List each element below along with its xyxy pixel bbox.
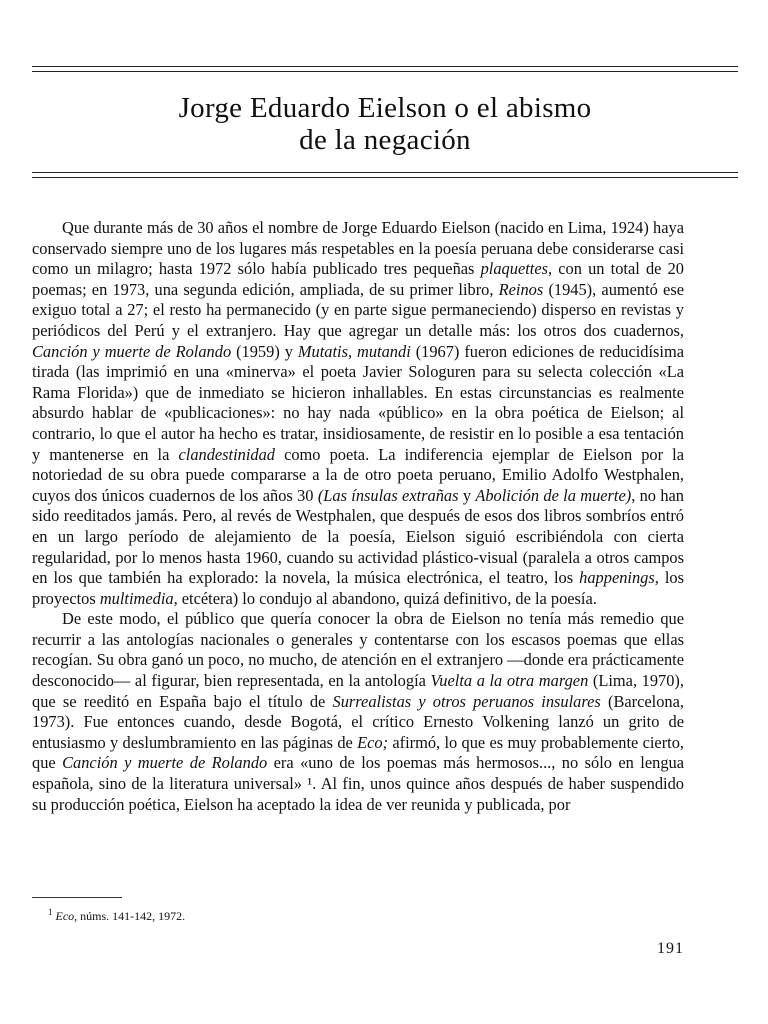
title-line-1: Jorge Eduardo Eielson o el abismo [178, 92, 592, 124]
paragraph [32, 218, 684, 609]
title-bottom-rule [32, 172, 738, 173]
paragraph-text: (1945), aumentó ese exiguo total a 27; el resto ha permanecido (y en parte sigue permaneciendo) disperso en revistas y periódicos del Perú y el extranjero. Hay que agregar un detalle más: los otros dos cuadernos, [32, 279, 684, 340]
paragraph-text: era «uno de los poemas más hermosos..., no sólo en lengua española, sino de la literatura universal» ¹. Al fin, unos quince años después de haber suspendido su producción poética, Eielson ha aceptado la idea de ver reunida y publicada, por [32, 753, 684, 814]
article-body [32, 218, 684, 815]
page-title [32, 92, 738, 156]
title-line-2: de la negación [299, 124, 471, 156]
italic-text: Canción y muerte de Rolando [62, 753, 268, 773]
italic-text: Eco; [357, 732, 389, 752]
paragraph-text: (1967) fueron ediciones de reducidísima tirada (las imprimió en una «minerva» el poeta Javier Sologuren para su selecta colección «La Rama Florida») que de inmediato se hicieron inhallables. En estas circunstancias es realmente absurdo hablar de «publicaciones»: no hay nada «público» en la obra poética de Eielson; al contrario, lo que el autor ha hecho es tratar, insidiosamente, de resistir en lo posible a esa tentación y mantenerse en la [32, 341, 684, 464]
paragraph-text: como poeta. La indiferencia ejemplar de Eielson por la notoriedad de su obra puede compararse a la de otro poeta peruano, Emilio Adolfo Westphalen, cuyos dos únicos cuadernos de los años 30 [32, 444, 684, 505]
paragraph-text: y [458, 485, 476, 505]
paragraph-text: afirmó, lo que es muy probablemente cierto, que [32, 732, 684, 773]
italic-text: Surrealistas y otros peruanos insulares [332, 691, 601, 711]
italic-text: Mutatis, mutandi [297, 341, 411, 361]
paragraph-text: (Barcelona, 1973). Fue entonces cuando, desde Bogotá, el crítico Ernesto Volkening lanzó un grito de entusiasmo y deslumbramiento en las páginas de [32, 691, 684, 752]
title-bottom-rule-inner [32, 177, 738, 178]
footnote-mark: 1 [48, 907, 53, 917]
italic-text: plaquettes, [480, 259, 553, 279]
footnote-source: Eco, [55, 909, 78, 923]
italic-text: (Las ínsulas extrañas [317, 485, 459, 505]
paragraph-text: etcétera) lo condujo al abandono, quizá definitivo, de la poesía. [177, 588, 597, 608]
italic-text: happenings, [579, 568, 659, 588]
paragraph-text: De este modo, el público que quería conocer la obra de Eielson no tenía más remedio que recurrir a las antologías nacionales o generales y contentarse con los escasos poemas que ellas recogían. Su obra ganó un poco, no mucho, de atención en el extranjero —donde era prácticamente desconocido— al figurar, bien representada, en la antología [32, 609, 684, 691]
paragraph-text: (Lima, 1970), que se reeditó en España bajo el título de [32, 671, 684, 711]
italic-text: Abolición de la muerte), [475, 485, 636, 505]
paragraph-text: Que durante más de 30 años el nombre de Jorge Eduardo Eielson (nacido en Lima, 1924) haya conservado siempre uno de los lugares más respetables en la poesía peruana debe considerarse casi como un milagro; hasta 1972 sólo había publicado tres pequeñas [32, 218, 684, 279]
paragraph [32, 609, 684, 815]
page-number: 191 [657, 940, 684, 957]
paragraph-text: no han sido reeditados jamás. Pero, al revés de Westphalen, que después de esos dos libros sombríos entró en un largo período de alejamiento de la poesía, Eielson siguió escribiéndola con cierta regularidad, por lo menos hasta 1960, cuando su actividad plástico-visual (paralela a otros campos en los que también ha explorado: la novela, la música electrónica, el teatro, los [32, 485, 684, 588]
footnote [48, 907, 185, 924]
paragraph-text: los proyectos [32, 568, 684, 608]
italic-text: Canción y muerte de Rolando [32, 341, 232, 361]
footnote-rule [32, 897, 122, 898]
footnote-text: núms. 141-142, 1972. [77, 909, 186, 923]
top-rule [32, 66, 738, 67]
paragraph-text: (1959) y [231, 341, 298, 361]
italic-text: Reinos [498, 279, 544, 299]
italic-text: Vuelta a la otra margen [430, 671, 589, 691]
italic-text: multimedia, [99, 588, 178, 608]
italic-text: clandestinidad [178, 444, 275, 464]
top-rule-inner [32, 71, 738, 72]
paragraph-text: con un total de 20 poemas; en 1973, una segunda edición, ampliada, de su primer libro, [32, 259, 684, 299]
